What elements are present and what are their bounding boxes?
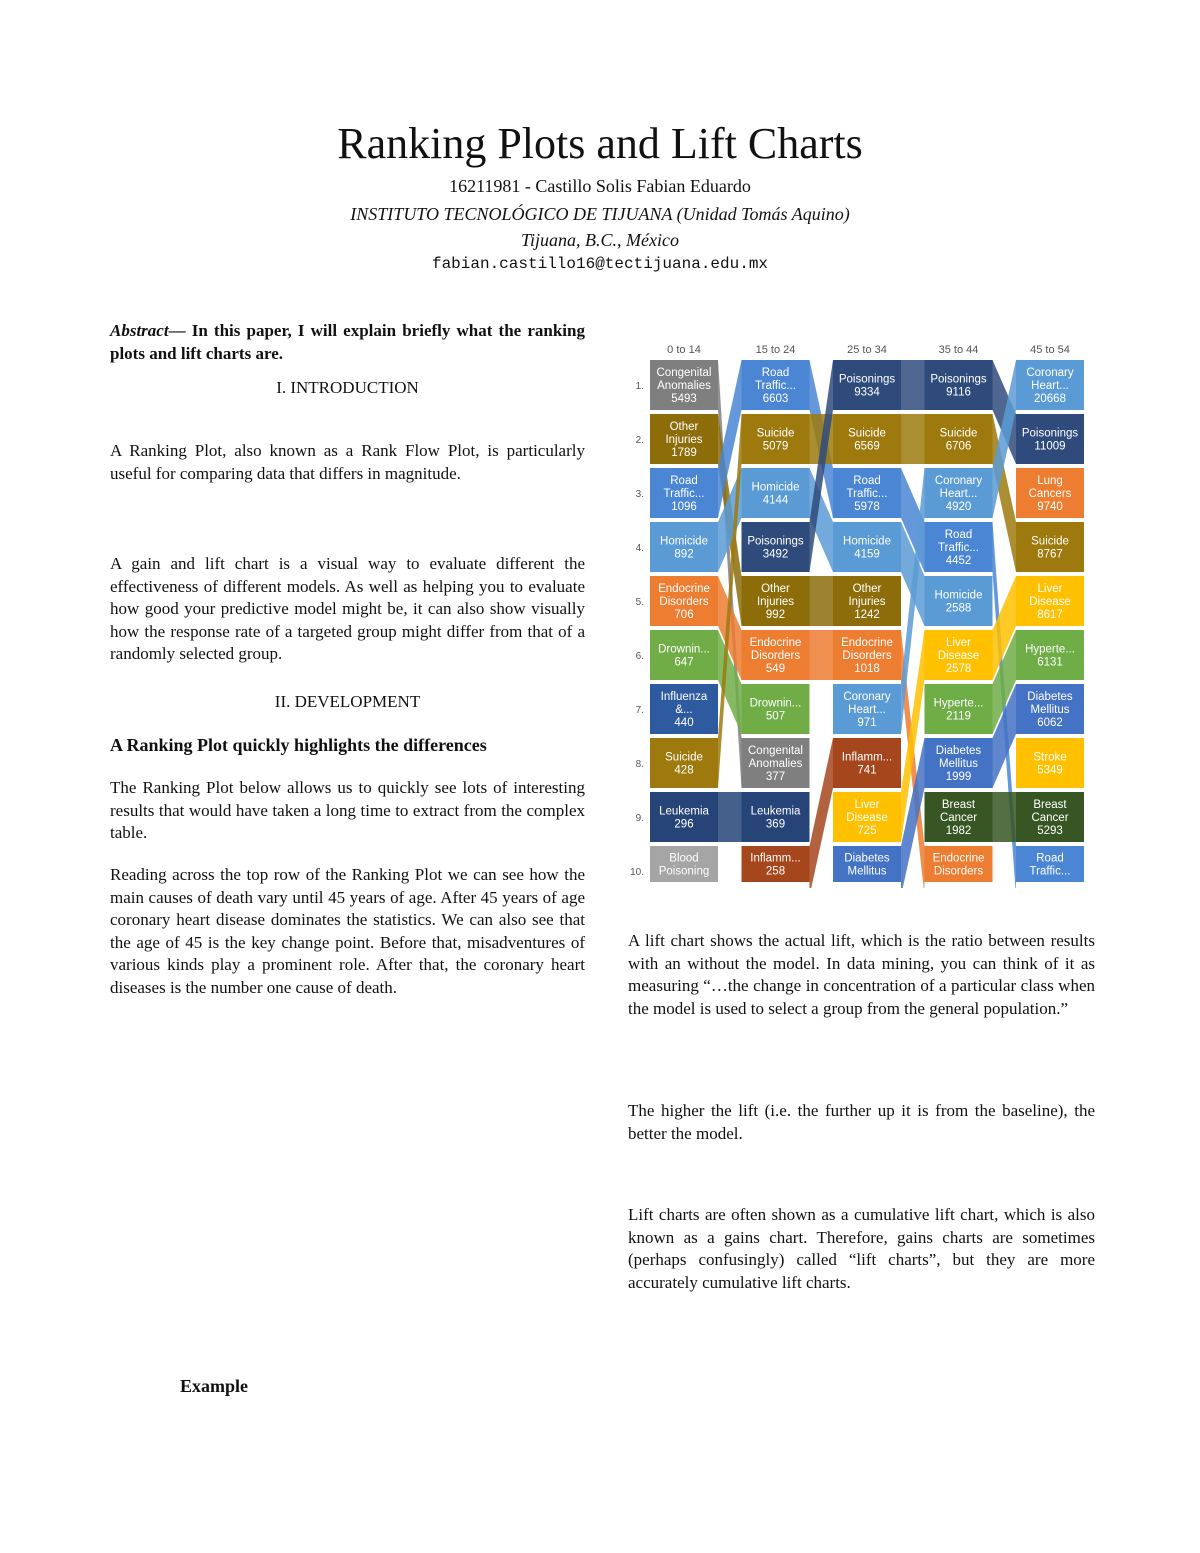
rank-cell-label: Congenital [748,745,803,757]
rank-cell-value: 1096 [671,501,697,513]
rank-cell-label: Road [944,529,973,541]
rank-cell-label: Homicide [843,535,891,548]
rank-cell-value: 1242 [854,609,880,621]
location: Tijuana, B.C., México [521,230,679,250]
rank-cell-label: Mellitus [939,758,978,770]
rank-cell-value: 507 [765,710,786,723]
rank-flow-band [718,792,742,842]
rank-cell-value: 2588 [945,602,972,615]
rank-label: 4. [635,543,644,554]
rank-cell-label: Influenza [660,691,708,703]
rank-cell-label: Homicide [934,589,983,602]
rank-cell-label: Traffic... [938,542,979,554]
column-header-label: 0 to 14 [667,344,701,356]
rank-cell-value: 20668 [1034,393,1066,405]
rank-cell-label: Cancer [1031,812,1069,824]
rank-cell-label: Disorders [659,596,709,608]
rank-cell-label: Traffic... [755,380,796,392]
rank-cell-value: 4452 [945,555,972,567]
rank-cell-label: Diabetes [1027,691,1073,703]
rank-cell-label: Breast [1033,799,1067,811]
rank-cell-value: 8767 [1037,548,1063,561]
rank-cell-label: Road [670,475,698,487]
rank-cell-value: 296 [674,818,694,831]
rank-flow-band [901,414,925,464]
column-header-label: 45 to 54 [1030,344,1070,356]
rank-cell-label: Coronary [934,475,983,487]
rank-cell-label: Other [669,421,699,433]
rank-cell-value: 992 [765,609,786,621]
rank-cell-label: Mellitus [847,865,887,878]
example-heading: Example [180,1376,249,1396]
rank-cell-value: 741 [857,764,877,777]
rank-cell-label: Lung [1037,475,1063,487]
rank-cell-value: 1789 [671,447,697,459]
rank-cell-label: Road [853,475,881,487]
rank-label: 10. [630,867,644,878]
development-paragraph-1: The Ranking Plot below allows us to quickly see lots of interesting results that would have taken a long time to extract from the complex table. [110,778,585,842]
rank-label: 2. [635,435,644,446]
rank-cell-label: Liver [1037,583,1063,595]
rank-cell-label: Disorders [842,650,892,662]
rank-cell-value: 5493 [671,393,697,405]
rank-cell-label: Other [852,583,882,595]
development-paragraph-2: Reading across the top row of the Ranking Plot we can see how the main causes of death vary until 45 years of age. After 45 years of age coronary heart disease dominates the statistics. We can also see that the age of 45 is the key change point. Before that, misadventures of various kinds play a prominent role. After that, the coronary heart diseases is the number one cause of death. [110,865,585,997]
rank-label: 1. [635,381,644,392]
rank-cell-label: Poisonings [1021,427,1079,440]
rank-cell-label: Drownin... [658,643,710,656]
rank-cell-label: Injuries [665,434,703,446]
rank-cell-value: 428 [674,764,694,777]
rank-cell-value: 6131 [1037,656,1063,669]
rank-cell-value: 6603 [762,393,789,405]
rank-cell-label: Endocrine [932,852,985,865]
rank-cell-label: Traffic... [663,488,705,500]
rank-cell-label: Heart... [848,704,886,716]
rank-flow-band [810,738,834,888]
rank-cell-value: 647 [674,656,694,669]
rank-label: 8. [635,759,644,770]
rank-cell-value: 440 [674,717,694,729]
rank-cell-label: Endocrine [658,583,710,595]
rank-cell-label: Hyperte... [933,697,984,710]
rank-cell-label: Cancers [1028,488,1072,500]
rank-label: 5. [635,597,644,608]
rank-cell-value: 6706 [945,440,972,453]
rank-cell-value: 4159 [854,548,880,561]
rank-cell-label: Disease [937,650,980,662]
rank-cell-label: Suicide [756,427,795,440]
rank-flow-band [993,792,1017,842]
section-introduction-heading: I. INTRODUCTION [276,378,419,397]
rank-cell-label: Disease [846,812,888,824]
rank-cell-value: 1982 [945,825,972,837]
rank-cell-value: 377 [765,771,786,783]
rank-cell-label: Drownin... [749,697,802,710]
column-header-label: 25 to 34 [847,344,887,356]
rank-cell-value: 2119 [946,710,971,723]
rank-cell-value: 9740 [1037,501,1063,513]
rank-cell-value: 258 [765,865,786,878]
rank-cell-value: 5079 [762,440,789,453]
lift-paragraph-1: A lift chart shows the actual lift, which is the ratio between results with an without the model. In data mining, you can think of it as measuring “…the change in concentration of a particular class when the model is used to select a group from the general population.” [628,931,1095,1018]
rank-cell-label: Disorders [750,650,801,662]
rank-cell-label: Suicide [848,427,886,440]
rank-cell-value: 4920 [945,501,972,513]
intro-paragraph-2: A gain and lift chart is a visual way to evaluate different the effectiveness of different models. As well as helping you to evaluate how good your predictive model might be, it can also show visually how the response rate of a targeted group might differ from that of a randomly selected group. [110,554,585,663]
rank-cell-label: Injuries [756,596,795,608]
rank-label: 6. [635,651,644,662]
rank-cell-label: Disorders [933,865,984,878]
rank-cell-label: Poisoning [658,865,710,878]
rank-cell-label: Homicide [751,481,800,494]
rank-cell-label: Diabetes [935,745,982,757]
rank-cell-label: Road [1036,852,1064,865]
rank-cell-label: Blood [669,852,699,865]
rank-cell-label: Endocrine [841,637,893,649]
rank-cell-label: Traffic... [1029,865,1071,878]
rank-cell-label: Cancer [939,812,978,824]
rank-cell-value: 3492 [762,548,789,561]
rank-cell-label: Road [761,367,790,379]
paper-title: Ranking Plots and Lift Charts [337,119,863,168]
lift-paragraph-2: The higher the lift (i.e. the further up it is from the baseline), the better the model. [628,1101,1095,1143]
abstract-label: Abstract [110,321,169,340]
column-header-label: 35 to 44 [938,344,979,356]
rank-cell-value: 706 [674,609,694,621]
rank-cell-label: Liver [946,637,971,649]
rank-cell-label: Diabetes [844,852,890,865]
rank-cell-value: 4144 [762,494,789,507]
author-email[interactable]: fabian.castillo16@tectijuana.edu.mx [431,255,769,273]
rank-cell-label: Homicide [660,535,708,548]
rank-cell-label: Endocrine [749,637,802,649]
rank-cell-label: Liver [854,799,880,811]
rank-cell-label: Suicide [665,751,703,764]
rank-cell-value: 5978 [854,501,880,513]
rank-cell-value: 6569 [854,440,880,453]
rank-cell-label: Heart... [939,488,978,500]
rank-cell-label: Stroke [1033,751,1067,764]
rank-cell-value: 725 [857,825,877,837]
rank-cell-value: 5293 [1037,825,1063,837]
rank-cell-value: 5349 [1037,764,1063,777]
rank-cell-value: 6062 [1037,717,1063,729]
rank-cell-label: Traffic... [846,488,888,500]
rank-flow-band [810,630,834,680]
rank-cell-label: Hyperte... [1025,643,1075,656]
section-development-heading: II. DEVELOPMENT [274,692,421,711]
rank-cell-value: 1999 [945,771,972,783]
rank-label: 9. [635,813,644,824]
rank-cell-value: 369 [765,818,786,831]
rank-cell-label: Anomalies [748,758,803,770]
rank-flow-band [810,576,834,626]
rank-cell-label: &... [675,704,693,716]
rank-cell-value: 9334 [854,386,880,399]
rank-cell-value: 892 [674,548,694,561]
rank-cell-value: 8617 [1037,609,1063,621]
rank-cell-label: Poisonings [747,535,804,548]
institution: INSTITUTO TECNOLÓGICO DE TIJUANA (Unidad Tomás Aquino) [350,204,850,224]
rank-cell-label: Disease [1029,596,1071,608]
rank-cell-value: 971 [857,717,877,729]
rank-cell-label: Inflamm... [750,852,801,865]
ranking-plot-chart [625,340,1107,888]
rank-cell-label: Poisonings [930,373,987,386]
rank-cell-label: Mellitus [1030,704,1070,716]
rank-cell-label: Other [761,583,790,595]
intro-paragraph-1: A Ranking Plot, also known as a Rank Flow Plot, is particularly useful for comparing data that differs in magnitude. [110,441,585,483]
rank-cell-label: Suicide [939,427,978,440]
rank-cell-value: 2578 [945,663,972,675]
rank-cell-label: Leukemia [659,805,709,818]
subheading: A Ranking Plot quickly highlights the differences [110,735,487,755]
rank-cell-label: Leukemia [750,805,801,818]
rank-cell-label: Injuries [848,596,886,608]
rank-cell-label: Inflamm... [841,751,893,764]
rank-cell-value: 549 [765,663,786,675]
rank-cell-value: 9116 [946,386,971,399]
rank-flow-band [901,360,925,410]
rank-cell-value: 1018 [854,663,880,675]
rank-cell-value: 11009 [1034,440,1066,453]
rank-cell-label: Suicide [1031,535,1069,548]
rank-cell-label: Coronary [843,691,891,703]
rank-cell-label: Poisonings [838,373,896,386]
lift-paragraph-3: Lift charts are often shown as a cumulative lift chart, which is also known as a gains chart. Therefore, gains charts are sometimes (perhaps confusingly) called “lift charts”, but they are more accurately cumulative lift charts. [628,1205,1095,1292]
abstract [110,320,585,365]
abstract-text: — In this paper, I will explain briefly what the ranking plots and lift charts are. [110,321,585,363]
rank-label: 3. [635,489,644,500]
rank-cell-label: Heart... [1031,380,1069,392]
author-line: 16211981 - Castillo Solis Fabian Eduardo [449,176,751,196]
column-header-label: 15 to 24 [755,344,796,356]
rank-cell-label: Coronary [1026,367,1074,379]
rank-label: 7. [635,705,644,716]
rank-cell-label: Anomalies [657,380,711,392]
rank-cell-label: Breast [941,799,976,811]
rank-cell-label: Congenital [656,367,712,379]
